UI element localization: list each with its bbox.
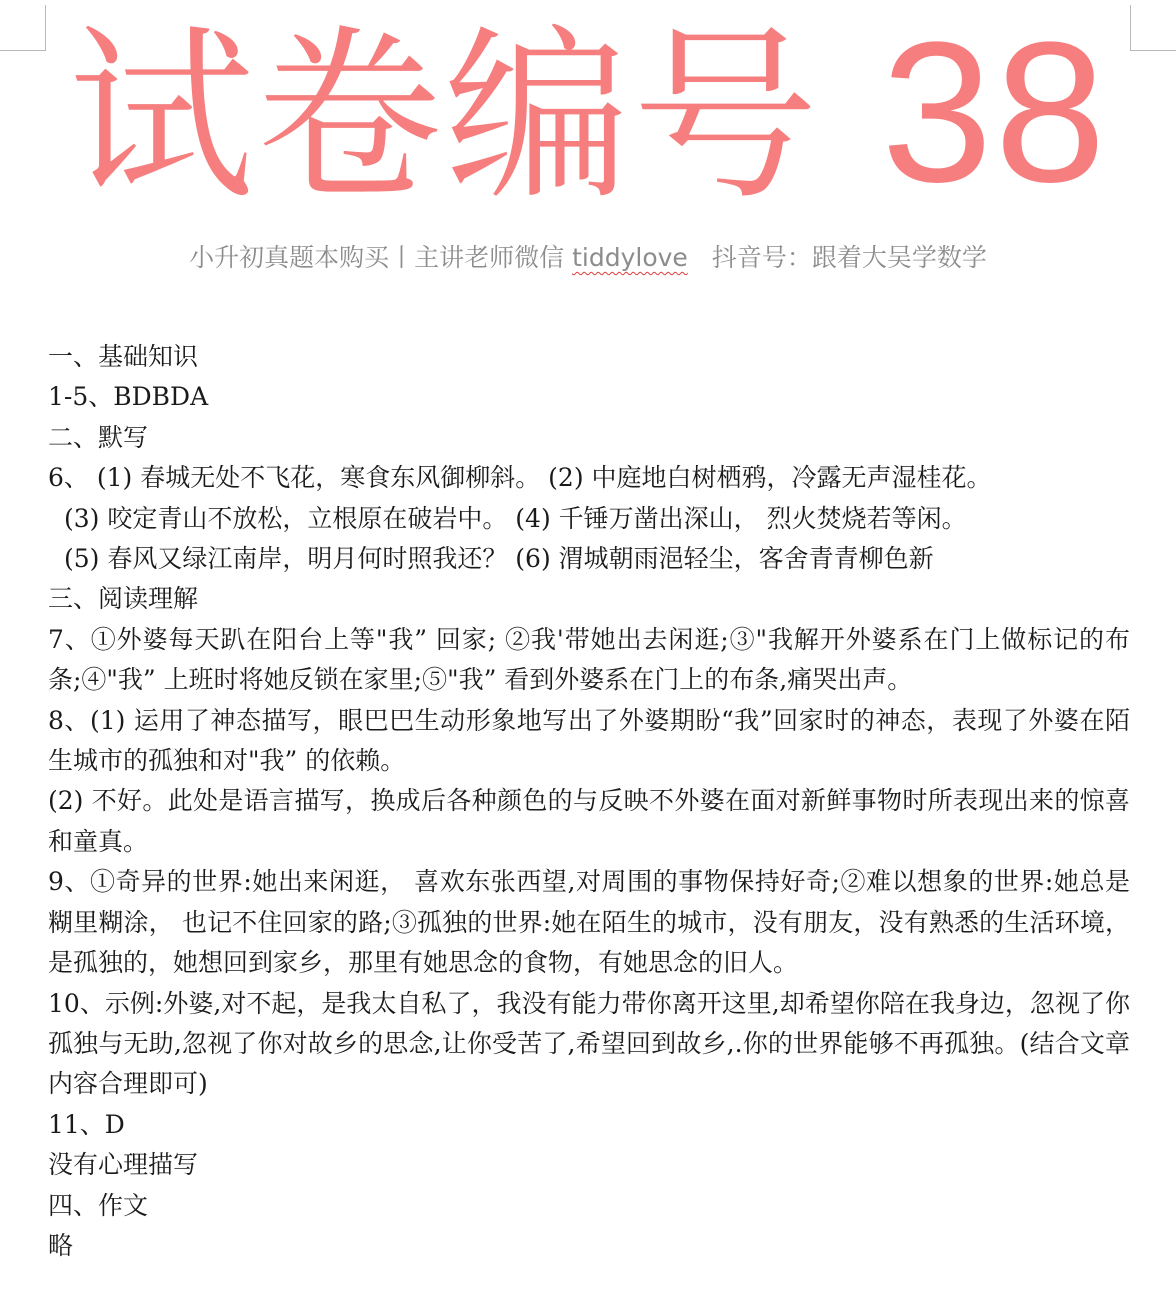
section-heading-reading: 三、阅读理解: [48, 584, 199, 614]
subtitle-douyin-text: 抖音号：跟着大吴学数学: [711, 243, 987, 272]
answer-6-line-2: (3) 咬定青山不放松，立根原在破岩中。 (4) 千锤万凿出深山， 烈火焚烧若等闲。: [64, 503, 967, 533]
answer-6-line-1: 6、 (1) 春城无处不飞花，寒食东风御柳斜。 (2) 中庭地白树栖鸦，冷露无声湿桂花。: [48, 463, 992, 493]
answer-11: 11、D: [48, 1109, 125, 1139]
section-heading-dictation: 二、默写: [48, 422, 149, 452]
answer-1-5: 1-5、BDBDA: [48, 382, 209, 412]
answer-6-line-3: (5) 春风又绿江南岸，明月何时照我还？ (6) 渭城朝雨浥轻尘，客舍青青柳色新: [64, 544, 934, 574]
answer-8-2: (2) 不好。此处是语言描写，换成后各种颜色的与反映不外婆在面对新鲜事物时所表现出来的惊喜和童真。: [48, 786, 1130, 856]
answer-9: 9、①奇异的世界:她出来闲逛， 喜欢东张西望,对周围的事物保持好奇;②难以想象的世界:她总是糊里糊涂， 也记不住回家的路;③孤独的世界:她在陌生的城市，没有朋友，没有熟悉的生活环境，是孤独的，她想回到家乡，那里有她思念的食物，有她思念的旧人。: [48, 867, 1130, 978]
section-heading-basic-knowledge: 一、基础知识: [48, 342, 199, 371]
answer-10: 10、示例:外婆,对不起，是我太自私了，我没有能力带你离开这里,却希望你陪在我身边，忽视了你孤独与无助,忽视了你对故乡的思念,让你受苦了,希望回到故乡,.你的世界能够不再孤独。(结合文章内容合理即可): [48, 988, 1130, 1099]
section-heading-composition: 四、作文: [48, 1190, 149, 1220]
title-number: 38: [881, 1, 1108, 224]
page-title: [0, 1, 1176, 225]
answer-content: [48, 337, 1130, 1266]
answer-7: 7、①外婆每天趴在阳台上等"我” 回家; ②我'带她出去闲逛;③"我解开外婆系在门上做标记的布条;④"我” 上班时将她反锁在家里;⑤"我” 看到外婆系在门上的布条,痛哭出声。: [48, 624, 1130, 695]
title-prefix: 试卷编号: [68, 8, 821, 225]
subtitle-wechat-id: tiddylove: [572, 243, 688, 272]
page-subtitle: [0, 238, 1176, 278]
answer-8-1: 8、(1) 运用了神态描写，眼巴巴生动形象地写出了外婆期盼“我”回家时的神态，表现了外婆在陌生城市的孤独和对"我” 的依赖。: [48, 705, 1130, 776]
answer-11-note: 没有心理描写: [48, 1150, 199, 1180]
subtitle-purchase-text: 小升初真题本购买丨主讲老师微信: [189, 243, 573, 272]
answer-composition: 略: [48, 1230, 74, 1260]
